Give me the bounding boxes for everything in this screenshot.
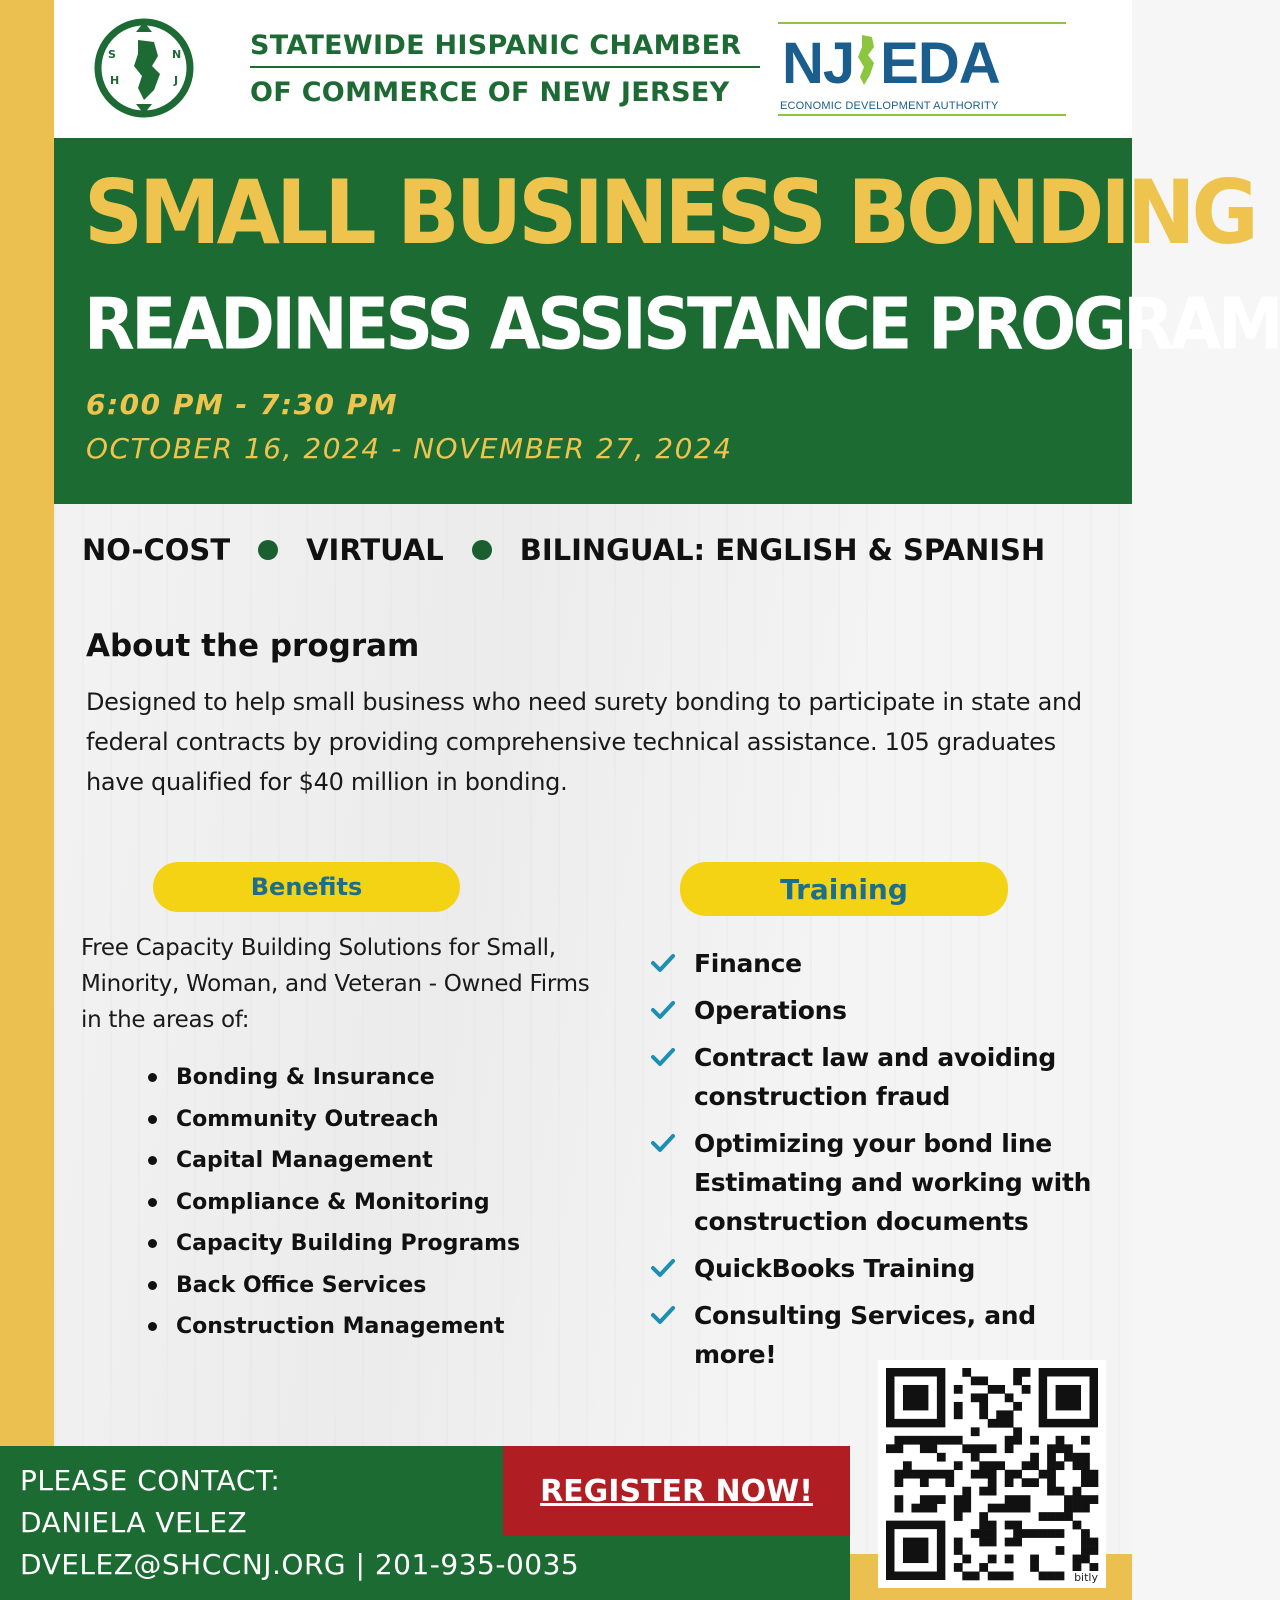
logo-letter-s: S [108, 48, 116, 61]
qr-module [1047, 1512, 1056, 1521]
qr-module [920, 1470, 929, 1479]
qr-module [911, 1436, 920, 1445]
qr-module [1064, 1512, 1073, 1521]
qr-module [928, 1444, 937, 1453]
qr-module [920, 1478, 929, 1487]
qr-module [1013, 1402, 1022, 1411]
qr-module [979, 1563, 988, 1572]
njeda-subtitle: ECONOMIC DEVELOPMENT AUTHORITY [780, 100, 999, 112]
qr-module [1056, 1512, 1065, 1521]
qr-module [1056, 1487, 1065, 1496]
check-icon [650, 1130, 676, 1156]
qr-module [928, 1470, 937, 1479]
qr-module [945, 1478, 954, 1487]
benefit-label: Construction Management [176, 1314, 505, 1339]
qr-module [979, 1376, 988, 1385]
qr-module [903, 1436, 912, 1445]
qr-module [1013, 1470, 1022, 1479]
qr-module [988, 1555, 997, 1564]
qr-module [988, 1504, 997, 1513]
qr-module [928, 1436, 937, 1445]
qr-module [1039, 1470, 1048, 1479]
qr-module [971, 1529, 980, 1538]
qr-module [1005, 1393, 1014, 1402]
benefit-label: Bonding & Insurance [176, 1065, 435, 1090]
qr-module [894, 1495, 903, 1504]
qr-module [996, 1504, 1005, 1513]
qr-module [1022, 1495, 1031, 1504]
qr-module [920, 1436, 929, 1445]
left-gold-strip [0, 0, 54, 1600]
qr-module [971, 1427, 980, 1436]
list-item [148, 1224, 520, 1266]
qr-module [988, 1444, 997, 1453]
qr-module [971, 1393, 980, 1402]
qr-module [894, 1436, 903, 1445]
qr-module [1081, 1538, 1090, 1547]
qr-caption: bitly [1074, 1571, 1098, 1584]
qr-module [920, 1495, 929, 1504]
benefits-intro: Free Capacity Building Solutions for Small, Minority, Woman, and Veteran - Owned Firms in the areas of: [81, 935, 590, 1033]
training-label: Contract law and avoiding construction fraud [694, 1043, 1057, 1111]
list-item [650, 1249, 1110, 1288]
logo-letter-j: J [174, 74, 179, 87]
contact-block [20, 1460, 579, 1586]
qr-module [954, 1402, 963, 1411]
check-icon [650, 950, 676, 976]
benefits-list [148, 1058, 520, 1349]
qr-module [962, 1368, 971, 1377]
qr-module [1073, 1487, 1082, 1496]
qr-module [1064, 1495, 1073, 1504]
qr-module [1030, 1529, 1039, 1538]
training-label: QuickBooks Training [694, 1254, 976, 1283]
qr-module [1056, 1572, 1065, 1581]
qr-module [979, 1521, 988, 1530]
qr-module [1081, 1495, 1090, 1504]
qr-module [979, 1470, 988, 1479]
qr-module [962, 1504, 971, 1513]
qr-module [996, 1419, 1005, 1428]
list-item [148, 1100, 520, 1142]
njeda-mark-left: NJ [782, 31, 855, 96]
qr-module [1047, 1461, 1056, 1470]
qr-module [954, 1436, 963, 1445]
qr-module [988, 1487, 997, 1496]
qr-module [979, 1461, 988, 1470]
qr-finder [903, 1538, 928, 1563]
list-item [148, 1058, 520, 1100]
qr-module [1039, 1512, 1048, 1521]
qr-module [1073, 1495, 1082, 1504]
qr-module [1064, 1504, 1073, 1513]
qr-module [1047, 1453, 1056, 1462]
list-item [650, 1038, 1110, 1116]
qr-module [1039, 1529, 1048, 1538]
qr-module [1022, 1368, 1031, 1377]
qr-module [1005, 1444, 1014, 1453]
list-item [148, 1141, 520, 1183]
qr-module [911, 1470, 920, 1479]
qr-module [971, 1572, 980, 1581]
qr-module [1022, 1461, 1031, 1470]
qr-module [954, 1385, 963, 1394]
qr-module [1081, 1470, 1090, 1479]
qr-module [937, 1470, 946, 1479]
contact-label: PLEASE CONTACT: [20, 1464, 281, 1497]
qr-module [1056, 1546, 1065, 1555]
qr-module [962, 1572, 971, 1581]
qr-module [1022, 1478, 1031, 1487]
list-item [148, 1183, 520, 1225]
qr-module [979, 1444, 988, 1453]
contact-name: DANIELA VELEZ [20, 1506, 248, 1539]
qr-module [1073, 1521, 1082, 1530]
qr-module [996, 1572, 1005, 1581]
qr-module [1081, 1546, 1090, 1555]
qr-module [988, 1529, 997, 1538]
qr-module [1005, 1436, 1014, 1445]
bullet-icon [148, 1115, 157, 1124]
hero-banner [54, 138, 1280, 504]
qr-module [996, 1461, 1005, 1470]
qr-module [894, 1504, 903, 1513]
qr-module [1013, 1538, 1022, 1547]
qr-module [1081, 1436, 1090, 1445]
features-bar [82, 530, 1122, 570]
check-icon [650, 997, 676, 1023]
qr-module [928, 1495, 937, 1504]
nj-state-icon [856, 35, 878, 85]
qr-module [1030, 1436, 1039, 1445]
bullet-icon [148, 1198, 157, 1207]
feature-separator-dot [258, 540, 278, 560]
chamber-name-line1: STATEWIDE HISPANIC CHAMBER [250, 26, 760, 68]
list-item [650, 991, 1110, 1030]
feature-bilingual: BILINGUAL: ENGLISH & SPANISH [519, 533, 1046, 567]
bullet-icon [148, 1239, 157, 1248]
benefit-label: Community Outreach [176, 1106, 439, 1132]
qr-module [1039, 1572, 1048, 1581]
qr-module [937, 1436, 946, 1445]
qr-module [928, 1504, 937, 1513]
check-icon [650, 1255, 676, 1281]
training-list [650, 944, 1110, 1382]
qr-module [1064, 1444, 1073, 1453]
qr-module [1005, 1495, 1014, 1504]
qr-module [1064, 1453, 1073, 1462]
qr-module [1005, 1572, 1014, 1581]
qr-module [1081, 1453, 1090, 1462]
training-label: Operations [694, 996, 847, 1025]
qr-module [1073, 1504, 1082, 1513]
bullet-icon [148, 1322, 157, 1331]
qr-module [971, 1470, 980, 1479]
qr-module [954, 1410, 963, 1419]
qr-finder [1056, 1385, 1081, 1410]
training-label: Consulting Services, and more! [694, 1301, 1036, 1369]
qr-module [911, 1504, 920, 1513]
qr-module [1081, 1478, 1090, 1487]
qr-module [996, 1385, 1005, 1394]
qr-module [1047, 1470, 1056, 1479]
qr-module [894, 1470, 903, 1479]
qr-code-graphic [886, 1368, 1098, 1580]
qr-module [954, 1512, 963, 1521]
qr-module [988, 1538, 997, 1547]
qr-module [1013, 1529, 1022, 1538]
contact-info[interactable]: DVELEZ@SHCCNJ.ORG | 201-935-0035 [20, 1548, 580, 1581]
qr-module [937, 1453, 946, 1462]
qr-module [1022, 1529, 1031, 1538]
qr-module [954, 1563, 963, 1572]
qr-module [1073, 1555, 1082, 1564]
chamber-name-line2: OF COMMERCE OF NEW JERSEY [250, 77, 730, 108]
logo-letter-n: N [172, 48, 182, 61]
check-icon [650, 1302, 676, 1328]
qr-module [894, 1478, 903, 1487]
qr-module [1047, 1529, 1056, 1538]
qr-module [1022, 1504, 1031, 1513]
bullet-icon [148, 1156, 157, 1165]
qr-module [1090, 1546, 1099, 1555]
qr-module [1047, 1444, 1056, 1453]
qr-module [1030, 1478, 1039, 1487]
qr-module [979, 1410, 988, 1419]
benefits-pill: Benefits [153, 862, 460, 912]
training-pill: Training [680, 862, 1008, 916]
qr-module [894, 1444, 903, 1453]
chamber-name [250, 26, 760, 118]
list-item [650, 944, 1110, 983]
qr-module [979, 1529, 988, 1538]
njeda-logo [778, 22, 1066, 114]
qr-module [1073, 1461, 1082, 1470]
qr-module [1005, 1504, 1014, 1513]
feature-separator-dot [472, 540, 492, 560]
njeda-bottom-rule [778, 114, 1066, 116]
check-icon [650, 1044, 676, 1070]
qr-module [1090, 1470, 1099, 1479]
bullet-icon [148, 1073, 157, 1082]
qr-module [954, 1461, 963, 1470]
qr-module [962, 1495, 971, 1504]
qr-module [1081, 1504, 1090, 1513]
logo-letter-h: H [110, 74, 120, 87]
hero-subtitle: READINESS ASSISTANCE PROGRAM [84, 282, 1280, 366]
qr-module [988, 1419, 997, 1428]
qr-module [954, 1538, 963, 1547]
list-item [148, 1307, 520, 1349]
qr-module [1005, 1470, 1014, 1479]
qr-module [920, 1444, 929, 1453]
qr-module [954, 1504, 963, 1513]
qr-module [920, 1504, 929, 1513]
list-item [148, 1266, 520, 1308]
qr-module [979, 1538, 988, 1547]
hero-title: SMALL BUSINESS BONDING [84, 162, 1255, 265]
qr-module [1013, 1504, 1022, 1513]
qr-module [1056, 1529, 1065, 1538]
chamber-logo-icon [94, 18, 194, 118]
qr-module [1013, 1368, 1022, 1377]
qr-module [1030, 1453, 1039, 1462]
qr-module [1073, 1453, 1082, 1462]
header [54, 0, 1132, 138]
qr-module [1013, 1436, 1022, 1445]
qr-module [945, 1470, 954, 1479]
qr-module [971, 1376, 980, 1385]
qr-module [1081, 1555, 1090, 1564]
qr-module [903, 1461, 912, 1470]
about-title: About the program [86, 628, 420, 664]
benefit-label: Back Office Services [176, 1272, 427, 1298]
qr-module [937, 1495, 946, 1504]
qr-module [1013, 1376, 1022, 1385]
feature-no-cost: NO-COST [82, 533, 231, 567]
qr-code-icon[interactable] [878, 1360, 1106, 1588]
qr-module [1005, 1419, 1014, 1428]
njeda-wordmark [782, 32, 1000, 96]
qr-module [996, 1410, 1005, 1419]
qr-module [962, 1487, 971, 1496]
qr-module [1022, 1385, 1031, 1394]
qr-module [1081, 1529, 1090, 1538]
qr-module [903, 1470, 912, 1479]
qr-module [1005, 1478, 1014, 1487]
qr-module [1013, 1427, 1022, 1436]
qr-module [1090, 1538, 1099, 1547]
qr-module [988, 1521, 997, 1530]
qr-module [1013, 1495, 1022, 1504]
qr-module [988, 1572, 997, 1581]
njeda-mark-right: EDA [880, 31, 1000, 96]
qr-module [1005, 1521, 1014, 1530]
qr-module [1056, 1444, 1065, 1453]
benefit-label: Capacity Building Programs [176, 1231, 521, 1256]
qr-module [971, 1453, 980, 1462]
qr-module [988, 1461, 997, 1470]
register-now-button[interactable]: REGISTER NOW! [503, 1446, 850, 1536]
qr-module [1005, 1555, 1014, 1564]
qr-module [954, 1546, 963, 1555]
njeda-top-rule [778, 22, 1066, 24]
qr-module [1056, 1461, 1065, 1470]
qr-module [1056, 1436, 1065, 1445]
qr-module [988, 1385, 997, 1394]
qr-module [971, 1444, 980, 1453]
event-dates: OCTOBER 16, 2024 - NOVEMBER 27, 2024 [86, 432, 733, 465]
benefit-label: Compliance & Monitoring [176, 1189, 490, 1215]
qr-module [1090, 1495, 1099, 1504]
bullet-icon [148, 1281, 157, 1290]
qr-module [1005, 1538, 1014, 1547]
qr-module [962, 1444, 971, 1453]
about-body: Designed to help small business who need surety bonding to participate in state and federal contracts by providing comprehensive technical assistance. 105 graduates have qualified for $40 million in bonding. [86, 688, 1082, 796]
qr-module [1081, 1461, 1090, 1470]
feature-virtual: VIRTUAL [306, 533, 444, 567]
qr-module [954, 1495, 963, 1504]
qr-module [979, 1512, 988, 1521]
qr-module [945, 1436, 954, 1445]
qr-module [988, 1470, 997, 1479]
qr-module [1047, 1572, 1056, 1581]
qr-module [1047, 1478, 1056, 1487]
benefit-label: Capital Management [176, 1148, 433, 1173]
list-item [650, 1124, 1110, 1241]
qr-module [1047, 1487, 1056, 1496]
qr-module [1090, 1478, 1099, 1487]
qr-module [988, 1478, 997, 1487]
event-time: 6:00 PM - 7:30 PM [86, 388, 399, 421]
qr-module [979, 1487, 988, 1496]
qr-module [1030, 1555, 1039, 1564]
qr-module [1005, 1410, 1014, 1419]
qr-module [979, 1402, 988, 1411]
qr-module [979, 1393, 988, 1402]
qr-module [1013, 1521, 1022, 1530]
qr-finder [903, 1385, 928, 1410]
qr-module [962, 1555, 971, 1564]
qr-module [1030, 1461, 1039, 1470]
training-label: Optimizing your bond line Estimating and working with construction documents [694, 1129, 1092, 1236]
training-label: Finance [694, 949, 802, 978]
qr-module [1030, 1563, 1039, 1572]
qr-module [886, 1444, 895, 1453]
